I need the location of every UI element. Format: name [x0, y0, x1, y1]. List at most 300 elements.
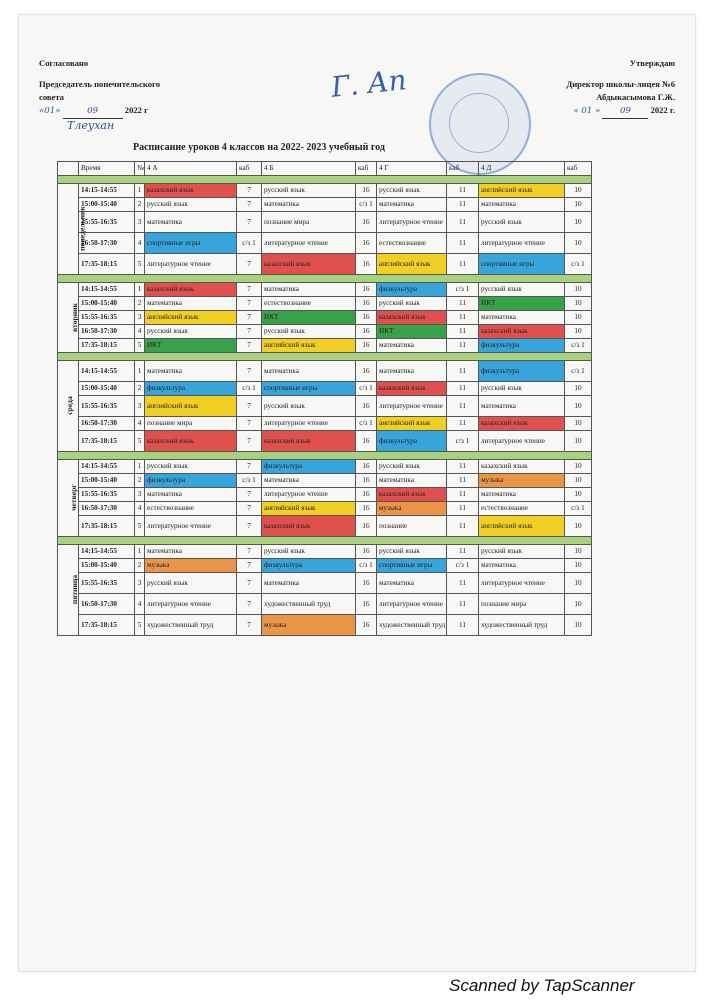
room-4a-cell: 7: [237, 283, 262, 297]
subject-4a-cell: математика: [145, 545, 237, 559]
table-row: [58, 431, 592, 452]
room-4a-cell: 7: [237, 417, 262, 431]
day-name: вторник: [69, 302, 79, 332]
subject-4d-cell: познание мира: [479, 594, 565, 615]
room-4a-cell: 7: [237, 431, 262, 452]
separator-bar: [58, 537, 592, 545]
scanned-page: [18, 14, 696, 972]
subject-4b-cell: ИКТ: [262, 311, 356, 325]
separator-bar: [58, 176, 592, 184]
director-label: Директор школы-лицея №6: [566, 79, 675, 89]
header-cell: каб: [565, 162, 592, 176]
room-4b-cell: с/з 1: [356, 382, 377, 396]
subject-4a-cell: математика: [145, 297, 237, 311]
subject-4b-cell: естествознание: [262, 297, 356, 311]
lesson-number-cell: 4: [135, 417, 145, 431]
subject-4b-cell: казахский язык: [262, 516, 356, 537]
header-cell: 4 Б: [262, 162, 356, 176]
room-4b-cell: 16: [356, 615, 377, 636]
room-4g-cell: 11: [447, 198, 479, 212]
table-row: [58, 198, 592, 212]
lesson-number-cell: 3: [135, 212, 145, 233]
lesson-number-cell: 3: [135, 488, 145, 502]
subject-4d-cell: русский язык: [479, 382, 565, 396]
subject-4a-cell: музыка: [145, 559, 237, 573]
room-4b-cell: 16: [356, 474, 377, 488]
subject-4g-cell: русский язык: [377, 460, 447, 474]
table-row: [58, 361, 592, 382]
table-row: [58, 474, 592, 488]
time-cell: 15:55-16:35: [79, 573, 135, 594]
lesson-number-cell: 1: [135, 361, 145, 382]
room-4b-cell: 16: [356, 361, 377, 382]
table-row: [58, 502, 592, 516]
left-date: «01» 09 2022 г: [39, 104, 269, 119]
header-cell: 4 Д: [479, 162, 565, 176]
schedule-table: [57, 161, 592, 636]
subject-4b-cell: литературное чтение: [262, 417, 356, 431]
subject-4g-cell: физкультура: [377, 283, 447, 297]
time-cell: 16:50-17:30: [79, 417, 135, 431]
header-cell: №: [135, 162, 145, 176]
schedule-body: [58, 176, 592, 636]
subject-4a-cell: физкультура: [145, 474, 237, 488]
room-4g-cell: с/з 1: [447, 283, 479, 297]
subject-4b-cell: казахский язык: [262, 254, 356, 275]
subject-4a-cell: естествознание: [145, 502, 237, 516]
room-4g-cell: 11: [447, 233, 479, 254]
subject-4b-cell: математика: [262, 361, 356, 382]
room-4d-cell: 10: [565, 516, 592, 537]
subject-4d-cell: физкультура: [479, 339, 565, 353]
room-4d-cell: 10: [565, 474, 592, 488]
room-4d-cell: 10: [565, 382, 592, 396]
day-label: [58, 283, 79, 353]
subject-4d-cell: русский язык: [479, 212, 565, 233]
time-cell: 15:55-16:35: [79, 396, 135, 417]
approve-label: Утверждаю: [629, 58, 675, 68]
room-4b-cell: 16: [356, 488, 377, 502]
subject-4a-cell: ИКТ: [145, 339, 237, 353]
subject-4b-cell: литературное чтение: [262, 233, 356, 254]
room-4a-cell: 7: [237, 460, 262, 474]
room-4g-cell: 11: [447, 516, 479, 537]
subject-4d-cell: литературное чтение: [479, 233, 565, 254]
room-4g-cell: 11: [447, 573, 479, 594]
room-4b-cell: 16: [356, 516, 377, 537]
room-4g-cell: с/з 1: [447, 559, 479, 573]
room-4d-cell: 10: [565, 212, 592, 233]
room-4b-cell: 16: [356, 573, 377, 594]
subject-4g-cell: русский язык: [377, 184, 447, 198]
header-cell: каб: [356, 162, 377, 176]
table-row: [58, 311, 592, 325]
table-row: [58, 339, 592, 353]
subject-4g-cell: ИКТ: [377, 325, 447, 339]
lesson-number-cell: 2: [135, 198, 145, 212]
room-4d-cell: 10: [565, 297, 592, 311]
room-4a-cell: 7: [237, 254, 262, 275]
room-4b-cell: с/з 1: [356, 198, 377, 212]
separator-bar: [58, 275, 592, 283]
time-cell: 15:55-16:35: [79, 212, 135, 233]
room-4b-cell: 16: [356, 184, 377, 198]
subject-4d-cell: русский язык: [479, 545, 565, 559]
lesson-number-cell: 4: [135, 233, 145, 254]
room-4b-cell: 16: [356, 254, 377, 275]
header-cell: 4 Г: [377, 162, 447, 176]
subject-4g-cell: казахский язык: [377, 382, 447, 396]
room-4d-cell: с/з 1: [565, 254, 592, 275]
lesson-number-cell: 4: [135, 594, 145, 615]
room-4g-cell: 11: [447, 460, 479, 474]
room-4d-cell: 10: [565, 198, 592, 212]
subject-4d-cell: спортивные игры: [479, 254, 565, 275]
table-row: [58, 559, 592, 573]
subject-4d-cell: математика: [479, 488, 565, 502]
day-name: четверг: [68, 484, 78, 511]
room-4g-cell: 11: [447, 184, 479, 198]
lesson-number-cell: 1: [135, 283, 145, 297]
room-4g-cell: 11: [447, 545, 479, 559]
room-4g-cell: 11: [447, 502, 479, 516]
room-4g-cell: 11: [447, 594, 479, 615]
subject-4d-cell: ИКТ: [479, 297, 565, 311]
lesson-number-cell: 2: [135, 382, 145, 396]
subject-4a-cell: спортивные игры: [145, 233, 237, 254]
lesson-number-cell: 5: [135, 254, 145, 275]
room-4d-cell: 10: [565, 184, 592, 198]
lesson-number-cell: 4: [135, 502, 145, 516]
room-4d-cell: с/з 1: [565, 502, 592, 516]
table-row: [58, 382, 592, 396]
time-cell: 14:15-14:55: [79, 361, 135, 382]
room-4g-cell: 11: [447, 361, 479, 382]
subject-4a-cell: русский язык: [145, 573, 237, 594]
room-4a-cell: 7: [237, 559, 262, 573]
room-4b-cell: 16: [356, 460, 377, 474]
subject-4b-cell: художественный труд: [262, 594, 356, 615]
room-4d-cell: 10: [565, 396, 592, 417]
subject-4d-cell: математика: [479, 396, 565, 417]
subject-4d-cell: литературное чтение: [479, 431, 565, 452]
room-4d-cell: 10: [565, 545, 592, 559]
day-separator: [58, 452, 592, 460]
subject-4b-cell: спортивные игры: [262, 382, 356, 396]
room-4a-cell: 7: [237, 573, 262, 594]
room-4b-cell: 16: [356, 431, 377, 452]
subject-4d-cell: художественный труд: [479, 615, 565, 636]
room-4b-cell: с/з 1: [356, 417, 377, 431]
table-row: [58, 297, 592, 311]
time-cell: 14:15-14:55: [79, 283, 135, 297]
subject-4b-cell: русский язык: [262, 396, 356, 417]
subject-4b-cell: казахский язык: [262, 431, 356, 452]
subject-4a-cell: физкультура: [145, 382, 237, 396]
lesson-number-cell: 2: [135, 297, 145, 311]
table-row: [58, 460, 592, 474]
subject-4b-cell: математика: [262, 474, 356, 488]
subject-4d-cell: естествознание: [479, 502, 565, 516]
subject-4a-cell: художественный труд: [145, 615, 237, 636]
time-cell: 16:50-17:30: [79, 594, 135, 615]
approval-right-block: [485, 57, 675, 119]
schedule-title: Расписание уроков 4 классов на 2022- 2023 учебный год: [133, 142, 385, 153]
subject-4g-cell: литературное чтение: [377, 212, 447, 233]
subject-4b-cell: английский язык: [262, 339, 356, 353]
subject-4b-cell: физкультура: [262, 460, 356, 474]
day-label: [58, 545, 79, 636]
table-row: [58, 545, 592, 559]
room-4a-cell: 7: [237, 212, 262, 233]
subject-4g-cell: русский язык: [377, 297, 447, 311]
subject-4d-cell: казахский язык: [479, 460, 565, 474]
lesson-number-cell: 5: [135, 431, 145, 452]
day-name: пятница: [70, 574, 80, 605]
subject-4g-cell: математика: [377, 198, 447, 212]
room-4b-cell: 16: [356, 233, 377, 254]
time-cell: 15:55-16:35: [79, 311, 135, 325]
lesson-number-cell: 5: [135, 516, 145, 537]
room-4a-cell: 7: [237, 297, 262, 311]
room-4a-cell: с/з 1: [237, 233, 262, 254]
subject-4a-cell: английский язык: [145, 311, 237, 325]
room-4a-cell: 7: [237, 396, 262, 417]
subject-4d-cell: русский язык: [479, 283, 565, 297]
board-label: совета: [39, 92, 64, 102]
room-4a-cell: 7: [237, 361, 262, 382]
room-4d-cell: 10: [565, 615, 592, 636]
table-row: [58, 184, 592, 198]
time-cell: 15:00-15:40: [79, 198, 135, 212]
subject-4d-cell: математика: [479, 198, 565, 212]
lesson-number-cell: 1: [135, 545, 145, 559]
room-4d-cell: 10: [565, 325, 592, 339]
table-row: [58, 488, 592, 502]
time-cell: 15:00-15:40: [79, 474, 135, 488]
room-4d-cell: 10: [565, 283, 592, 297]
table-row: [58, 573, 592, 594]
room-4a-cell: 7: [237, 339, 262, 353]
lesson-number-cell: 3: [135, 311, 145, 325]
day-name: среда: [64, 396, 74, 415]
time-cell: 17:35-18:15: [79, 431, 135, 452]
subject-4a-cell: казахский язык: [145, 283, 237, 297]
day-separator: [58, 537, 592, 545]
board-chair-label: Председатель попечительского: [39, 79, 161, 89]
room-4g-cell: 11: [447, 339, 479, 353]
header-cell: 4 А: [145, 162, 237, 176]
room-4b-cell: 16: [356, 502, 377, 516]
subject-4d-cell: английский язык: [479, 184, 565, 198]
lesson-number-cell: 1: [135, 184, 145, 198]
room-4g-cell: с/з 1: [447, 431, 479, 452]
subject-4b-cell: литературное чтение: [262, 488, 356, 502]
room-4g-cell: 11: [447, 474, 479, 488]
lesson-number-cell: 4: [135, 325, 145, 339]
time-cell: 15:55-16:35: [79, 488, 135, 502]
subject-4a-cell: английский язык: [145, 396, 237, 417]
subject-4g-cell: казахский язык: [377, 311, 447, 325]
room-4d-cell: 10: [565, 594, 592, 615]
room-4a-cell: 7: [237, 615, 262, 636]
subject-4g-cell: английский язык: [377, 254, 447, 275]
scanner-watermark: Scanned by TapScanner: [449, 976, 635, 995]
room-4g-cell: 11: [447, 297, 479, 311]
approval-left-block: [39, 57, 269, 132]
subject-4g-cell: художественный труд: [377, 615, 447, 636]
subject-4d-cell: литературное чтение: [479, 573, 565, 594]
room-4b-cell: 16: [356, 339, 377, 353]
header-cell: Время: [79, 162, 135, 176]
time-cell: 16:50-17:30: [79, 233, 135, 254]
subject-4b-cell: физкультура: [262, 559, 356, 573]
room-4b-cell: 16: [356, 311, 377, 325]
right-date: « 01 » 09 2022 г.: [485, 104, 675, 119]
subject-4a-cell: литературное чтение: [145, 254, 237, 275]
room-4g-cell: 11: [447, 417, 479, 431]
subject-4d-cell: математика: [479, 311, 565, 325]
time-cell: 15:00-15:40: [79, 382, 135, 396]
room-4a-cell: 7: [237, 184, 262, 198]
director-name: Абдыкасымова Г.Ж.: [596, 92, 675, 102]
subject-4g-cell: математика: [377, 573, 447, 594]
room-4g-cell: 11: [447, 488, 479, 502]
room-4b-cell: 16: [356, 297, 377, 311]
time-cell: 14:15-14:55: [79, 545, 135, 559]
room-4b-cell: 16: [356, 325, 377, 339]
subject-4g-cell: познание: [377, 516, 447, 537]
subject-4b-cell: математика: [262, 573, 356, 594]
time-cell: 16:50-17:30: [79, 325, 135, 339]
room-4a-cell: с/з 1: [237, 382, 262, 396]
subject-4g-cell: литературное чтение: [377, 396, 447, 417]
lesson-number-cell: 5: [135, 339, 145, 353]
subject-4d-cell: музыка: [479, 474, 565, 488]
time-cell: 15:00-15:40: [79, 559, 135, 573]
header-cell: каб: [237, 162, 262, 176]
separator-bar: [58, 452, 592, 460]
lesson-number-cell: 1: [135, 460, 145, 474]
lesson-number-cell: 3: [135, 396, 145, 417]
subject-4a-cell: познание мира: [145, 417, 237, 431]
subject-4g-cell: естествознание: [377, 233, 447, 254]
agreed-label: Согласовано: [39, 58, 89, 68]
subject-4b-cell: английский язык: [262, 502, 356, 516]
room-4a-cell: 7: [237, 594, 262, 615]
table-row: [58, 283, 592, 297]
subject-4b-cell: математика: [262, 283, 356, 297]
table-row: [58, 615, 592, 636]
subject-4g-cell: казахский язык: [377, 488, 447, 502]
subject-4g-cell: математика: [377, 339, 447, 353]
room-4a-cell: 7: [237, 516, 262, 537]
subject-4a-cell: казахский язык: [145, 431, 237, 452]
subject-4b-cell: русский язык: [262, 545, 356, 559]
lesson-number-cell: 5: [135, 615, 145, 636]
subject-4g-cell: спортивные игры: [377, 559, 447, 573]
room-4g-cell: 11: [447, 325, 479, 339]
room-4b-cell: 16: [356, 212, 377, 233]
table-row: [58, 594, 592, 615]
room-4b-cell: 16: [356, 594, 377, 615]
room-4d-cell: 10: [565, 311, 592, 325]
subject-4a-cell: математика: [145, 361, 237, 382]
room-4a-cell: 7: [237, 488, 262, 502]
room-4g-cell: 11: [447, 382, 479, 396]
subject-4g-cell: литературное чтение: [377, 594, 447, 615]
header-cell: [58, 162, 79, 176]
day-label: [58, 184, 87, 275]
time-cell: 15:00-15:40: [79, 297, 135, 311]
subject-4g-cell: английский язык: [377, 417, 447, 431]
subject-4a-cell: математика: [145, 212, 237, 233]
table-header-row: [58, 162, 592, 176]
room-4b-cell: 16: [356, 283, 377, 297]
subject-4a-cell: литературное чтение: [145, 594, 237, 615]
time-cell: 17:35-18:15: [79, 615, 135, 636]
subject-4b-cell: музыка: [262, 615, 356, 636]
room-4g-cell: 11: [447, 396, 479, 417]
time-cell: 14:15-14:55: [79, 460, 135, 474]
lesson-number-cell: 2: [135, 559, 145, 573]
room-4a-cell: 7: [237, 325, 262, 339]
room-4b-cell: 16: [356, 545, 377, 559]
day-name: понедельник: [77, 206, 87, 251]
room-4a-cell: 7: [237, 545, 262, 559]
day-separator: [58, 353, 592, 361]
room-4g-cell: 11: [447, 311, 479, 325]
room-4d-cell: 10: [565, 460, 592, 474]
table-row: [58, 233, 592, 254]
table-row: [58, 325, 592, 339]
room-4g-cell: 11: [447, 212, 479, 233]
subject-4a-cell: литературное чтение: [145, 516, 237, 537]
room-4d-cell: 10: [565, 233, 592, 254]
subject-4a-cell: русский язык: [145, 325, 237, 339]
room-4d-cell: 10: [565, 417, 592, 431]
room-4a-cell: 7: [237, 502, 262, 516]
subject-4b-cell: математика: [262, 198, 356, 212]
subject-4d-cell: английский язык: [479, 516, 565, 537]
room-4d-cell: с/з 1: [565, 361, 592, 382]
header-cell: каб: [447, 162, 479, 176]
day-label: [58, 361, 79, 452]
subject-4g-cell: физкультура: [377, 431, 447, 452]
subject-4d-cell: казахский язык: [479, 325, 565, 339]
room-4g-cell: 11: [447, 615, 479, 636]
time-cell: 17:35-18:15: [79, 254, 135, 275]
room-4d-cell: с/з 1: [565, 339, 592, 353]
subject-4a-cell: русский язык: [145, 460, 237, 474]
separator-bar: [58, 353, 592, 361]
room-4a-cell: 7: [237, 198, 262, 212]
subject-4d-cell: казахский язык: [479, 417, 565, 431]
subject-4a-cell: казахский язык: [145, 184, 237, 198]
subject-4b-cell: русский язык: [262, 184, 356, 198]
time-cell: 17:35-18:15: [79, 339, 135, 353]
subject-4a-cell: математика: [145, 488, 237, 502]
table-row: [58, 212, 592, 233]
subject-4g-cell: математика: [377, 474, 447, 488]
subject-4b-cell: русский язык: [262, 325, 356, 339]
room-4d-cell: 10: [565, 431, 592, 452]
room-4b-cell: с/з 1: [356, 559, 377, 573]
subject-4g-cell: музыка: [377, 502, 447, 516]
left-signature: Тлеухан: [67, 119, 115, 132]
lesson-number-cell: 2: [135, 474, 145, 488]
day-separator: [58, 176, 592, 184]
